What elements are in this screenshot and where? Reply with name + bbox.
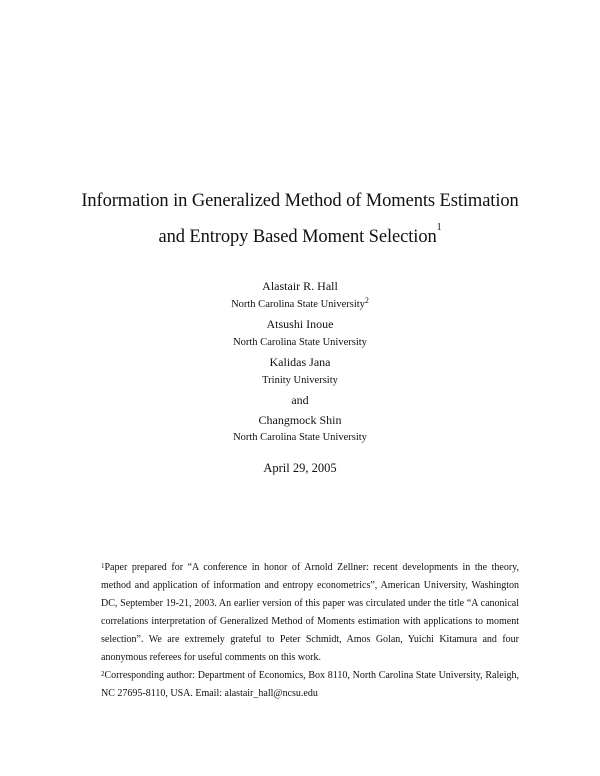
author-affiliation-text: North Carolina State University: [231, 299, 365, 310]
author-affiliation: Trinity University: [262, 375, 338, 386]
author-name: Kalidas Jana: [269, 355, 331, 369]
paper-title-line1: Information in Generalized Method of Moments Estimation: [81, 191, 519, 211]
paper-title-line2: [0, 222, 600, 248]
author-name: Changmock Shin: [258, 413, 342, 427]
author-affiliation: [0, 296, 600, 310]
title-footnote-mark: 1: [436, 222, 442, 233]
footnote-text: Corresponding author: Department of Economics, Box 8110, North Carolina State University, Raleigh, NC 27695-8110, USA. Email: alastair_hall@ncsu.edu: [101, 670, 519, 699]
author-name: Atsushi Inoue: [266, 317, 334, 331]
footnote: [87, 667, 519, 703]
author-separator-and: and: [291, 393, 309, 407]
footnote-text: Paper prepared for “A conference in honor of Arnold Zellner: recent developments in the theory, method and application of information and entropy econometrics”, American University, Washington DC, September 19-21, 2003. An earlier version of this paper was circulated under the title “A canonical correlations interpretation of Generalized Method of Moments estimation with applications to moment selection”. We are extremely grateful to Peter Schmidt, Amos Golan, Yuichi Kitamura and four anonymous referees for useful comments on this work.: [101, 562, 519, 663]
author-name: Alastair R. Hall: [262, 279, 338, 293]
author-affiliation: North Carolina State University: [233, 432, 367, 443]
footnote-mark: 2: [101, 670, 105, 678]
paper-date: April 29, 2005: [263, 461, 337, 475]
affiliation-footnote-mark: 2: [364, 296, 369, 305]
author-affiliation: North Carolina State University: [233, 337, 367, 348]
footnote-mark: 1: [101, 562, 105, 570]
footnote: [87, 559, 519, 667]
paper-title-line2-text: and Entropy Based Moment Selection: [158, 227, 437, 247]
footnotes: [87, 559, 519, 703]
